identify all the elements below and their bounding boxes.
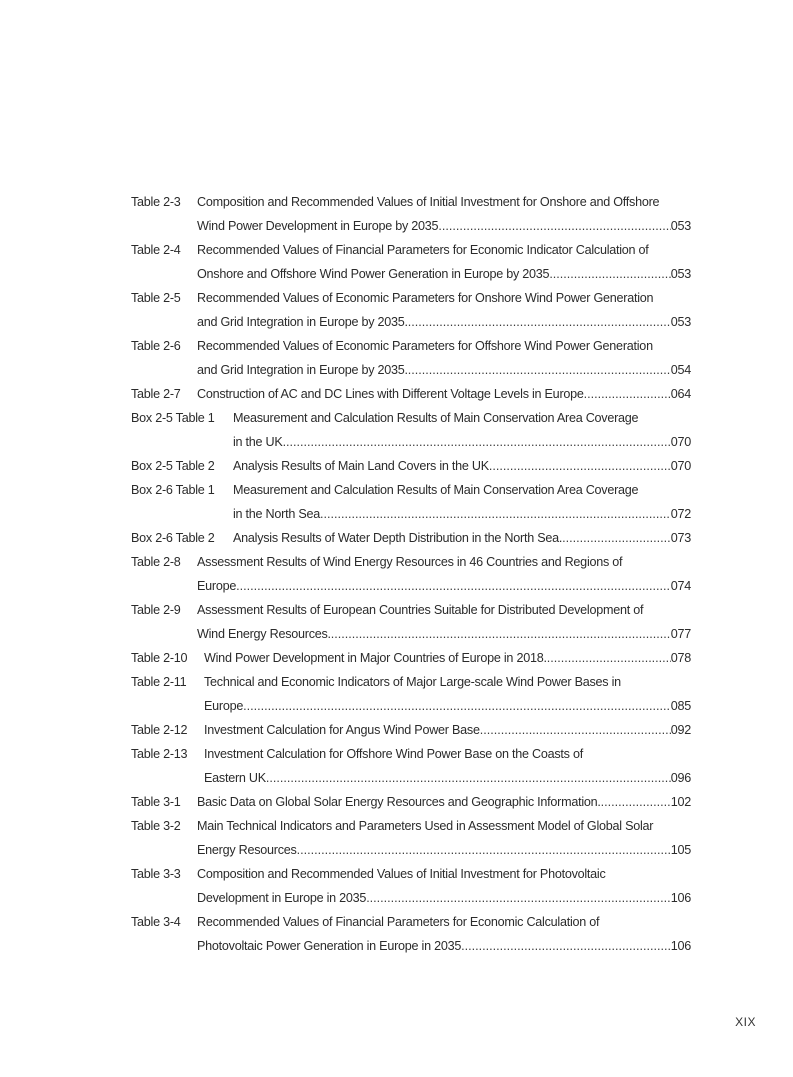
toc-entry-title-line: Basic Data on Global Solar Energy Resources and Geographic Information. xyxy=(197,795,601,809)
toc-entry-page: 102 xyxy=(670,795,691,809)
dot-leader xyxy=(489,454,671,478)
table-of-contents xyxy=(131,190,691,958)
toc-entry-label: Table 2-6 xyxy=(131,339,181,353)
toc-entry-title xyxy=(197,790,691,814)
toc-entry-page: 073 xyxy=(670,531,691,545)
toc-entry-title-line: Wind Power Development in Major Countries of Europe in 2018. xyxy=(204,651,547,665)
dot-leader xyxy=(461,934,671,958)
toc-entry-title xyxy=(197,382,691,406)
toc-entry-page: 070 xyxy=(670,459,691,473)
dot-leader xyxy=(283,430,671,454)
toc-entry[interactable] xyxy=(131,862,691,910)
toc-entry-label: Table 3-1 xyxy=(131,795,181,809)
toc-entry-title xyxy=(233,478,691,526)
toc-entry-label: Table 2-8 xyxy=(131,555,181,569)
toc-entry-label: Table 2-7 xyxy=(131,387,181,401)
toc-entry-title xyxy=(197,334,691,382)
toc-entry-page: 085 xyxy=(670,699,691,713)
toc-entry-title-line: Recommended Values of Financial Parameters for Economic Calculation of xyxy=(197,915,600,929)
toc-entry-title xyxy=(233,406,691,454)
toc-entry[interactable] xyxy=(131,646,691,670)
toc-entry[interactable] xyxy=(131,910,691,958)
dot-leader xyxy=(549,262,670,286)
toc-entry-title-line: in the UK xyxy=(233,435,283,449)
toc-entry[interactable] xyxy=(131,406,691,454)
toc-entry[interactable] xyxy=(131,814,691,862)
toc-entry-title-line: Investment Calculation for Offshore Wind Power Base on the Coasts of xyxy=(204,747,583,761)
toc-entry-page: 106 xyxy=(670,939,691,953)
toc-entry-label: Table 2-12 xyxy=(131,723,188,737)
toc-entry-label: Table 2-13 xyxy=(131,747,188,761)
toc-entry-page: 077 xyxy=(670,627,691,641)
toc-entry-title xyxy=(197,910,691,958)
toc-entry-page: 053 xyxy=(670,219,691,233)
toc-entry-title-line: Technical and Economic Indicators of Major Large-scale Wind Power Bases in xyxy=(204,675,621,689)
toc-entry-label: Table 3-2 xyxy=(131,819,181,833)
toc-entry-page: 105 xyxy=(670,843,691,857)
toc-entry[interactable] xyxy=(131,790,691,814)
toc-entry-page: 053 xyxy=(670,267,691,281)
toc-entry-title-line: Recommended Values of Economic Parameters for Onshore Wind Power Generation xyxy=(197,291,654,305)
toc-entry-title-line: Recommended Values of Financial Parameters for Economic Indicator Calculation of xyxy=(197,243,649,257)
toc-entry-title-line: Analysis Results of Main Land Covers in the UK xyxy=(233,459,489,473)
dot-leader xyxy=(366,886,671,910)
toc-entry-title-line: Photovoltaic Power Generation in Europe in 2035 xyxy=(197,939,462,953)
toc-entry-page: 092 xyxy=(670,723,691,737)
toc-entry-title-line: Europe xyxy=(204,699,244,713)
toc-entry[interactable] xyxy=(131,718,691,742)
toc-entry-title-line: Measurement and Calculation Results of Main Conservation Area Coverage xyxy=(233,483,639,497)
toc-entry-label: Box 2-5 Table 1 xyxy=(131,411,215,425)
toc-entry-title-line: and Grid Integration in Europe by 2035. xyxy=(197,315,408,329)
toc-entry[interactable] xyxy=(131,286,691,334)
toc-entry-title-line: Construction of AC and DC Lines with Different Voltage Levels in Europe xyxy=(197,387,584,401)
toc-entry-title xyxy=(233,526,691,550)
toc-entry[interactable] xyxy=(131,478,691,526)
toc-entry-title xyxy=(197,598,691,646)
toc-entry-page: 053 xyxy=(670,315,691,329)
toc-entry[interactable] xyxy=(131,454,691,478)
toc-entry-label: Table 2-9 xyxy=(131,603,181,617)
toc-entry-title-line: Assessment Results of Wind Energy Resources in 46 Countries and Regions of xyxy=(197,555,623,569)
toc-entry-page: 106 xyxy=(670,891,691,905)
toc-entry-title xyxy=(204,670,691,718)
dot-leader xyxy=(243,694,671,718)
toc-entry-title-line: Energy Resources xyxy=(197,843,297,857)
toc-entry-title xyxy=(197,286,691,334)
toc-entry[interactable] xyxy=(131,670,691,718)
toc-entry[interactable] xyxy=(131,550,691,598)
toc-entry-label: Table 2-3 xyxy=(131,195,181,209)
toc-entry-title-line: Onshore and Offshore Wind Power Generation in Europe by 2035 xyxy=(197,267,550,281)
dot-leader xyxy=(480,718,671,742)
toc-entry-title xyxy=(197,862,691,910)
toc-entry-label: Box 2-6 Table 1 xyxy=(131,483,215,497)
toc-entry-title xyxy=(197,814,691,862)
toc-entry-page: 074 xyxy=(670,579,691,593)
dot-leader xyxy=(408,358,671,382)
toc-entry-title-line: Analysis Results of Water Depth Distribution in the North Sea. xyxy=(233,531,563,545)
dot-leader xyxy=(297,838,671,862)
toc-entry[interactable] xyxy=(131,238,691,286)
toc-entry-label: Table 2-11 xyxy=(131,675,187,689)
toc-entry-page: 064 xyxy=(670,387,691,401)
toc-entry-page: 054 xyxy=(670,363,691,377)
toc-entry-title-line: Europe xyxy=(197,579,237,593)
dot-leader xyxy=(236,574,671,598)
toc-entry[interactable] xyxy=(131,742,691,790)
toc-entry-title-line: Main Technical Indicators and Parameters Used in Assessment Model of Global Solar xyxy=(197,819,654,833)
dot-leader xyxy=(562,526,671,550)
toc-entry-label: Table 2-10 xyxy=(131,651,188,665)
toc-entry-label: Box 2-5 Table 2 xyxy=(131,459,215,473)
page-number: XIX xyxy=(735,1015,756,1029)
toc-entry-title-line: Development in Europe in 2035 xyxy=(197,891,367,905)
toc-entry-title-line: Wind Power Development in Europe by 2035 xyxy=(197,219,439,233)
toc-entry-title xyxy=(197,550,691,598)
toc-entry-title-line: in the North Sea xyxy=(233,507,321,521)
toc-entry-page: 072 xyxy=(670,507,691,521)
toc-entry-title-line: Eastern UK xyxy=(204,771,266,785)
toc-entry-title xyxy=(233,454,691,478)
toc-entry-page: 078 xyxy=(670,651,691,665)
toc-entry-title-line: Composition and Recommended Values of Initial Investment for Photovoltaic xyxy=(197,867,606,881)
dot-leader xyxy=(584,382,671,406)
toc-entry-title-line: Investment Calculation for Angus Wind Power Base xyxy=(204,723,480,737)
toc-entry-label: Table 3-3 xyxy=(131,867,181,881)
toc-entry-title xyxy=(204,742,691,790)
toc-entry[interactable] xyxy=(131,526,691,550)
dot-leader xyxy=(266,766,671,790)
toc-entry-label: Box 2-6 Table 2 xyxy=(131,531,215,545)
toc-entry[interactable] xyxy=(131,190,691,238)
toc-entry-title-line: Assessment Results of European Countries Suitable for Distributed Development of xyxy=(197,603,644,617)
toc-entry-title-line: Recommended Values of Economic Parameters for Offshore Wind Power Generation xyxy=(197,339,653,353)
toc-entry-title-line: Composition and Recommended Values of Initial Investment for Onshore and Offshore xyxy=(197,195,660,209)
toc-entry-label: Table 3-4 xyxy=(131,915,181,929)
dot-leader xyxy=(331,622,671,646)
toc-entry-label: Table 2-4 xyxy=(131,243,181,257)
toc-entry-title xyxy=(197,238,691,286)
dot-leader xyxy=(438,214,670,238)
dot-leader xyxy=(601,790,671,814)
toc-entry[interactable] xyxy=(131,334,691,382)
toc-entry-title xyxy=(204,718,691,742)
toc-entry-label: Table 2-5 xyxy=(131,291,181,305)
dot-leader xyxy=(408,310,671,334)
toc-entry-title-line: Measurement and Calculation Results of Main Conservation Area Coverage xyxy=(233,411,639,425)
toc-entry-title xyxy=(204,646,691,670)
toc-entry-page: 070 xyxy=(670,435,691,449)
toc-entry-page: 096 xyxy=(670,771,691,785)
toc-entry[interactable] xyxy=(131,598,691,646)
toc-entry-title xyxy=(197,190,691,238)
toc-entry-title-line: Wind Energy Resources. xyxy=(197,627,331,641)
dot-leader xyxy=(320,502,671,526)
toc-entry-title-line: and Grid Integration in Europe by 2035. xyxy=(197,363,408,377)
dot-leader xyxy=(547,646,671,670)
toc-entry[interactable] xyxy=(131,382,691,406)
